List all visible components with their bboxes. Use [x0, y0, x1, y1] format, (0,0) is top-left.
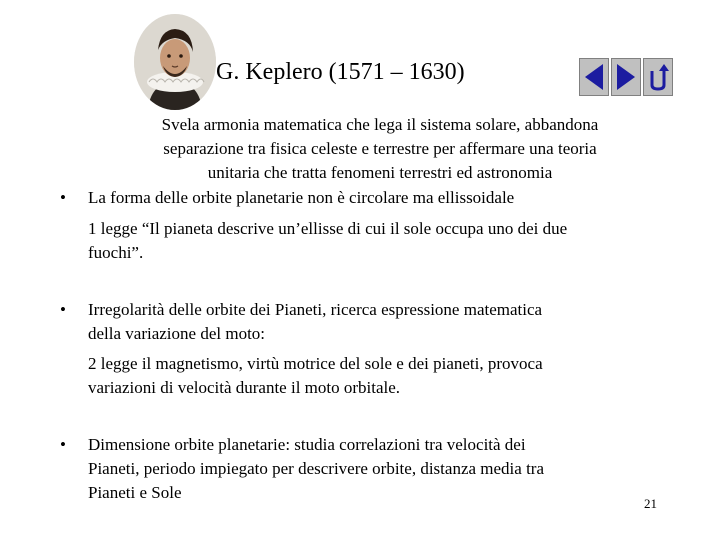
bullet-line: Irregolarità delle orbite dei Pianeti, ricerca espressione matematica: [88, 300, 543, 319]
bullet-line: La forma delle orbite planetarie non è circolare ma ellissoidale: [88, 188, 515, 207]
intro-line: unitaria che tratta fenomeni terrestri ed astronomia: [207, 163, 553, 182]
law-line: fuochi”.: [88, 243, 144, 262]
bullet-line: Pianeti e Sole: [88, 483, 182, 502]
law-line: 1 legge “Il pianeta descrive un’ellisse di cui il sole occupa uno dei due: [88, 219, 568, 238]
slide-title: G. Keplero (1571 – 1630): [216, 59, 465, 85]
bullet-line: Dimensione orbite planetarie: studia correlazioni tra velocità dei: [88, 435, 526, 454]
bullet-symbol: •: [60, 188, 66, 207]
law-line: 2 legge il magnetismo, virtù motrice del sole e dei pianeti, provoca: [88, 354, 543, 373]
bullet-symbol: •: [60, 435, 66, 454]
intro-line: Svela armonia matematica che lega il sistema solare, abbandona: [161, 115, 599, 134]
bullet-line: della variazione del moto:: [88, 324, 266, 343]
law-line: variazioni di velocità durante il moto orbitale.: [88, 378, 401, 397]
page-number: 21: [644, 496, 657, 511]
bullet-line: Pianeti, periodo impiegato per descrivere orbite, distanza media tra: [88, 459, 544, 478]
bullet-symbol: •: [60, 300, 66, 319]
intro-line: separazione tra fisica celeste e terrestre per affermare una teoria: [163, 139, 597, 158]
